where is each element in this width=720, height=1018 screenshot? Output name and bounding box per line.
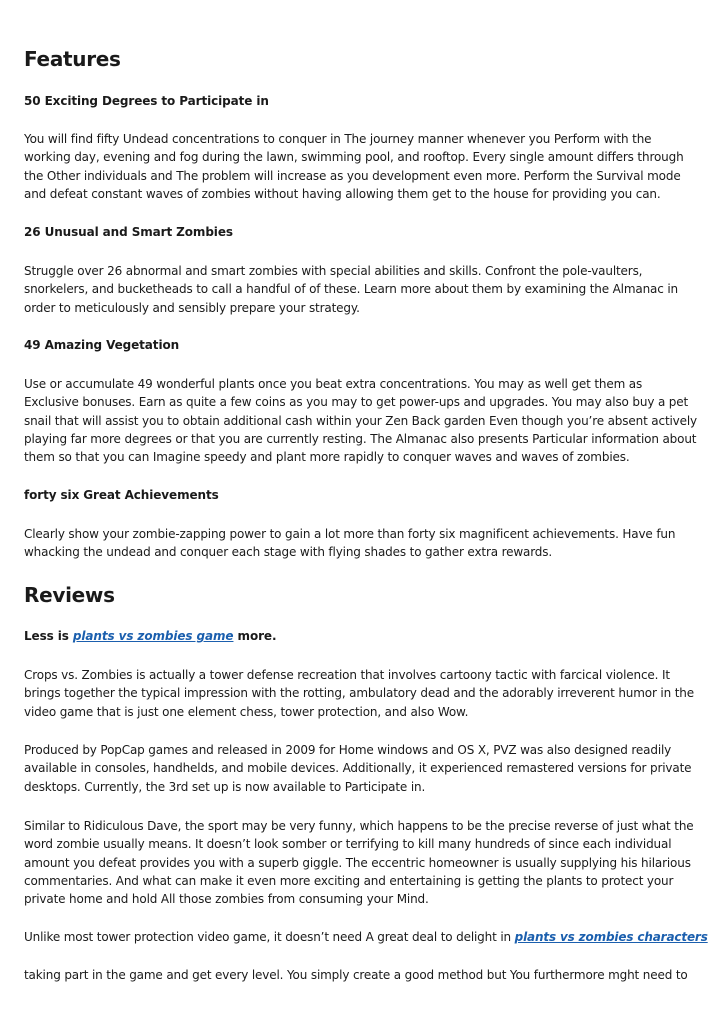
section-body-zombies: Struggle over 26 abnormal and smart zombies with special abilities and skills. Confront the pole-vaulters, snorkelers, and bucketheads to call a handful of of these. Learn more about them by examining the Almanac in order to meticulously and sensibly prepare your strategy. — [24, 264, 679, 315]
section-title-vegetation: 49 Amazing Vegetation — [24, 338, 180, 352]
review-paragraph-4-text: Unlike most tower protection video game, it doesn’t need A great deal to delight in — [24, 930, 515, 944]
section-body-vegetation: Use or accumulate 49 wonderful plants once you beat extra concentrations. You may as well get them as Exclusive bonuses. Earn as quite a few coins as you may to get power-ups and upgrades. You may also buy a pet snail that will assist you to obtain additional cash within your Zen Back garden Even though you’re absent actively playing far more degrees or that you are currently resting. The Almanac also presents Particular information about them so that you can Imagine speedy and plant more rapidly to conquer waves and waves of zombies. — [24, 377, 697, 465]
reviews-subheading-prefix: Less is — [24, 629, 73, 643]
section-body-achievements: Clearly show your zombie-zapping power to gain a lot more than forty six magnificent achievements. Have fun whacking the undead and conquer each stage with flying shades to gather extra rewards. — [24, 527, 676, 560]
review-paragraph-3: Similar to Ridiculous Dave, the sport may be very funny, which happens to be the precise reverse of just what the word zombie usually means. It doesn’t look somber or terrifying to kill many hundreds of since each individual amount you defeat provides you with a superb giggle. The eccentric homeowner is usually supplying his hilarious commentaries. And what can make it even more exciting and entertaining is getting the plants to protect your private home and hold All those zombies from consuming your Mind. — [24, 819, 694, 907]
review-paragraph-5: taking part in the game and get every level. You simply create a good method but You furthermore mght need to — [24, 968, 688, 982]
review-paragraph-2: Produced by PopCap games and released in 2009 for Home windows and OS X, PVZ was also designed readily available in consoles, handhelds, and mobile devices. Additionally, it experienced remastered versions for private desktops. Currently, the 3rd set up is now available to Participate in. — [24, 743, 692, 794]
section-title-zombies: 26 Unusual and Smart Zombies — [24, 225, 233, 239]
plants-vs-zombies-game-link[interactable]: plants vs zombies game — [72, 629, 234, 643]
section-body-levels: You will find fifty Undead concentrations to conquer in The journey manner whenever you Perform with the working day, evening and fog during the lawn, swimming pool, and rooftop. Every single amount differs through the Other individuals and The problem will increase as you development even more. Perform the Survival mode and defeat constant waves of zombies without having allowing them get to the house for providing you can. — [24, 132, 684, 201]
features-heading: Features — [24, 47, 121, 71]
reviews-heading: Reviews — [24, 583, 115, 607]
reviews-subheading — [24, 629, 276, 643]
section-title-levels: 50 Exciting Degrees to Participate in — [24, 94, 269, 108]
review-paragraph-4 — [24, 928, 708, 946]
section-title-achievements: forty six Great Achievements — [24, 488, 219, 502]
review-paragraph-1: Crops vs. Zombies is actually a tower defense recreation that involves cartoony tactic with farcical violence. It brings together the typical impression with the rotting, ambulatory dead and the adorably irreverent humor in the video game that is just one element chess, tower protection, and also Wow. — [24, 668, 694, 719]
plants-vs-zombies-characters-link[interactable]: plants vs zombies characters — [514, 930, 708, 944]
reviews-subheading-suffix: more. — [233, 629, 277, 643]
